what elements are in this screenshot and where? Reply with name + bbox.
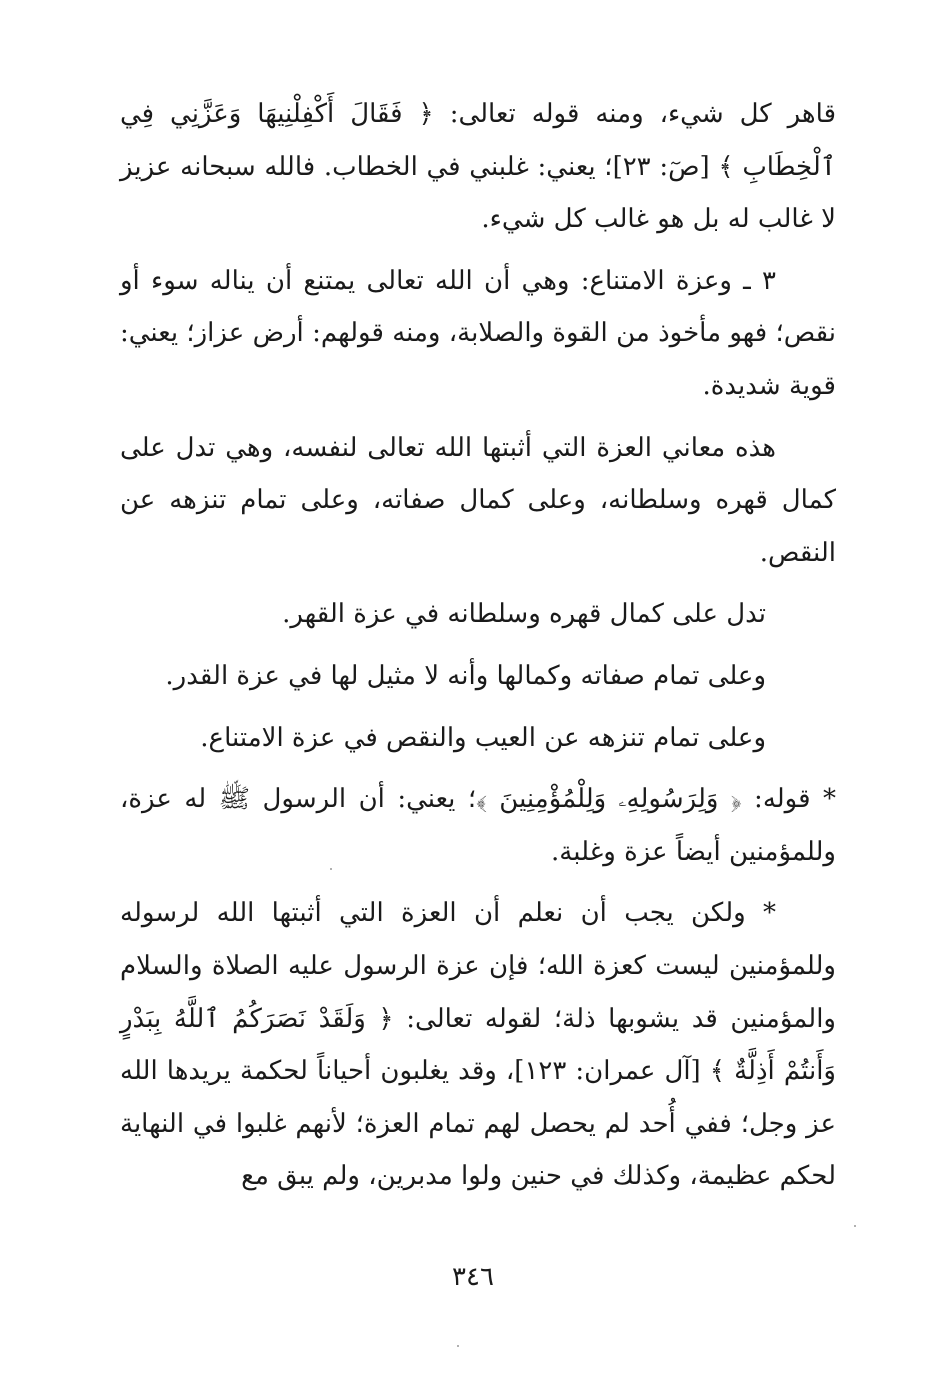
scan-speck — [330, 868, 332, 870]
paragraph-izzat-al-imtina: ٣ ـ وعزة الامتناع: وهي أن الله تعالى يمتنع أن يناله سوء أو نقص؛ فهو مأخوذ من القوة والصلابة، ومنه قولهم: أرض عزاز؛ يعني: قوية شديدة. — [120, 265, 836, 401]
line-izzat-al-qadr: وعلى تمام صفاته وكمالها وأنه لا مثيل لها في عزة القدر. — [165, 660, 766, 691]
line-izzat-al-qahr: تدل على كمال قهره وسلطانه في عزة القهر. — [282, 599, 766, 630]
scan-speck — [854, 1225, 856, 1227]
scan-speck — [457, 1345, 459, 1347]
paragraph-qahir: قاهر كل شيء، ومنه قوله تعالى: ﴿ فَقَالَ أَكْفِلْنِيهَا وَعَزَّنِي فِي ٱلْخِطَابِ ﴾ [صٓ: ٢٣]؛ يعني: غلبني في الخطاب. فالله سبحانه عزيز لا غالب له بل هو غالب كل شيء. — [120, 99, 836, 235]
page-number: ٣٤٦ — [452, 1262, 494, 1292]
line-izzat-al-imtina: وعلى تمام تنزهه عن العيب والنقص في عزة الامتناع. — [200, 722, 766, 753]
paragraph-believers-izza: * ولكن يجب أن نعلم أن العزة التي أثبتها الله لرسوله وللمؤمنين ليست كعزة الله؛ فإن عزة الرسول عليه الصلاة والسلام والمؤمنين قد يشوبها ذلة؛ لقوله تعالى: ﴿ وَلَقَدْ نَصَرَكُمُ ٱللَّهُ بِبَدْرٍ وَأَنتُمْ أَذِلَّةٌ ﴾ [آل عمران: ١٢٣]، وقد يغلبون أحياناً لحكمة يريدها الله عز وجل؛ ففي أُحد لم يحصل لهم تمام العزة؛ لأنهم غلبوا في النهاية لحكم عظيمة، وكذلك في حنين ولوا مدبرين، ولم يبق مع — [120, 898, 836, 1192]
paragraph-meanings-summary: هذه معاني العزة التي أثبتها الله تعالى لنفسه، وهي تدل على كمال قهره وسلطانه، وعلى كمال صفاته، وعلى تمام تنزهه عن النقص. — [120, 432, 836, 568]
paragraph-rasul-izza: * قوله: ﴿ وَلِرَسُولِهِۦ وَلِلْمُؤْمِنِينَ ﴾؛ يعني: أن الرسول ﷺ له عزة، وللمؤمنين أيضاً عزة وغلبة. — [120, 784, 836, 867]
page-body — [120, 88, 836, 1212]
